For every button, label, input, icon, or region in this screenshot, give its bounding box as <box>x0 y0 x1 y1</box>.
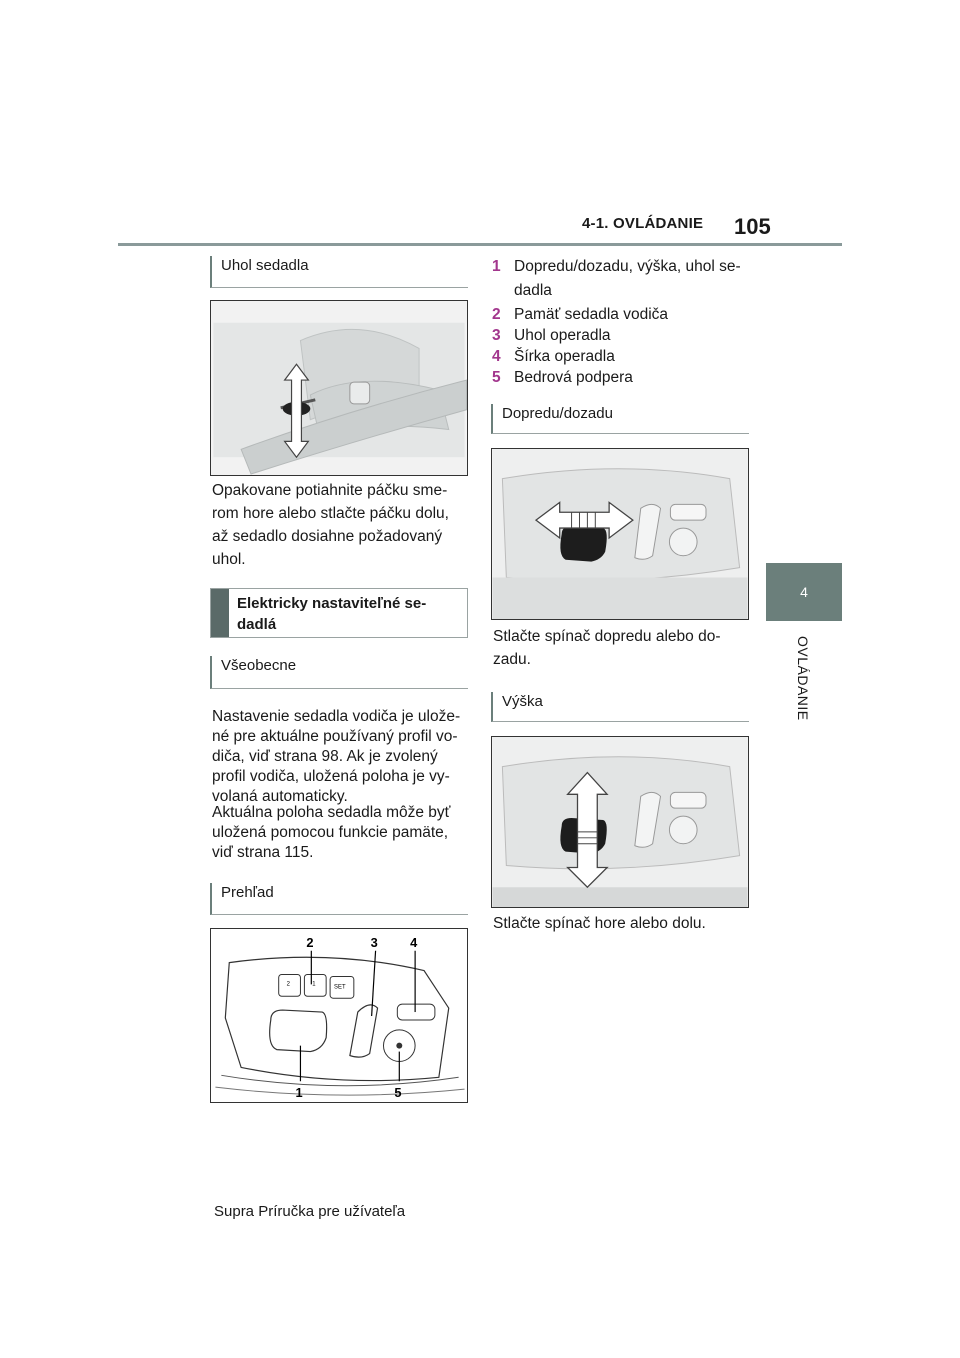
header-rule <box>118 243 842 246</box>
list-text: Šírka operadla <box>514 348 615 365</box>
seat-angle-illustration <box>211 301 467 475</box>
heading-overview <box>210 883 468 915</box>
height-instructions: Stlačte spínač hore alebo dolu. <box>493 915 706 932</box>
section-title: 4-1. OVLÁDANIE <box>582 215 704 232</box>
memory-line: Aktuálna poloha sedadla môže byť <box>212 804 451 821</box>
overview-illustration <box>211 929 467 1102</box>
forward-back-line: Stlačte spínač dopredu alebo do- <box>493 628 721 645</box>
general-line: volaná automaticky. <box>212 788 348 805</box>
list-item <box>492 367 754 388</box>
list-number: 4 <box>492 348 501 365</box>
heading-forward-back <box>491 404 749 434</box>
memory-button-label: SET <box>334 984 346 991</box>
overview-legend-list <box>492 256 754 388</box>
callout-2: 2 <box>306 934 314 950</box>
heading-seat-angle-text: Uhol sedadla <box>221 257 309 274</box>
list-line: dadla <box>514 282 552 299</box>
callout-4: 4 <box>410 934 418 950</box>
forward-back-figure <box>491 448 749 620</box>
list-text: Uhol operadla <box>514 327 611 344</box>
list-line: Dopredu/dozadu, výška, uhol se- <box>514 258 741 275</box>
footer-text: Supra Príručka pre užívateľa <box>214 1203 406 1220</box>
seat-angle-line: až sedadlo dosiahne požadovaný <box>212 528 443 545</box>
list-item <box>492 256 754 301</box>
general-line: né pre aktuálne používaný profil vo- <box>212 728 458 745</box>
memory-line: uložená pomocou funkcie pamäte, <box>212 824 449 841</box>
overview-figure <box>210 928 468 1103</box>
chapter-tab <box>766 563 842 621</box>
forward-back-instructions <box>493 625 755 671</box>
seat-angle-instructions <box>212 479 474 571</box>
general-line: Nastavenie sedadla vodiča je ulože- <box>212 708 461 725</box>
heading-bar <box>211 589 229 637</box>
list-number: 5 <box>492 369 501 386</box>
forward-back-line: zadu. <box>493 651 531 668</box>
memory-paragraph <box>212 803 474 863</box>
callout-5: 5 <box>394 1085 402 1101</box>
memory-button-label: 1 <box>312 981 316 988</box>
list-number: 2 <box>492 306 501 323</box>
general-line: diča, viď strana 98. Ak je zvolený <box>212 748 438 765</box>
seat-angle-line: rom hore alebo stlačte páčku dolu, <box>212 505 449 522</box>
heading-line: Elektricky nastaviteľné se- <box>237 595 427 612</box>
callout-1: 1 <box>295 1085 303 1101</box>
page-number: 105 <box>734 214 771 239</box>
chapter-label: OVLÁDANIE <box>795 636 811 721</box>
memory-line: viď strana 115. <box>212 844 314 861</box>
list-item <box>492 325 754 346</box>
seat-angle-line: uhol. <box>212 551 246 568</box>
heading-line: dadlá <box>237 616 277 633</box>
forward-back-illustration <box>492 449 748 619</box>
memory-button-label: 2 <box>286 981 290 988</box>
heading-general-text: Všeobecne <box>221 657 297 674</box>
general-paragraph <box>212 707 474 807</box>
heading-general <box>210 656 468 689</box>
list-item <box>492 304 754 325</box>
list-text <box>514 256 741 301</box>
list-text: Bedrová podpera <box>514 369 633 386</box>
chapter-number: 4 <box>800 584 808 600</box>
list-number: 1 <box>492 258 501 275</box>
callout-3: 3 <box>370 934 378 950</box>
list-text: Pamäť sedadla vodiča <box>514 306 669 323</box>
general-line: profil vodiča, uložená poloha je vy- <box>212 768 450 785</box>
seat-angle-figure <box>210 300 468 476</box>
list-item <box>492 346 754 367</box>
height-figure <box>491 736 749 908</box>
seat-angle-line: Opakovane potiahnite páčku sme- <box>212 482 448 499</box>
list-number: 3 <box>492 327 501 344</box>
heading-electric-text <box>229 589 434 637</box>
heading-overview-text: Prehľad <box>221 884 274 901</box>
heading-height-text: Výška <box>502 693 543 710</box>
height-illustration <box>492 737 748 907</box>
heading-electric-seats <box>210 588 468 638</box>
heading-seat-angle <box>210 256 468 288</box>
heading-forward-back-text: Dopredu/dozadu <box>502 405 613 422</box>
heading-height <box>491 692 749 722</box>
